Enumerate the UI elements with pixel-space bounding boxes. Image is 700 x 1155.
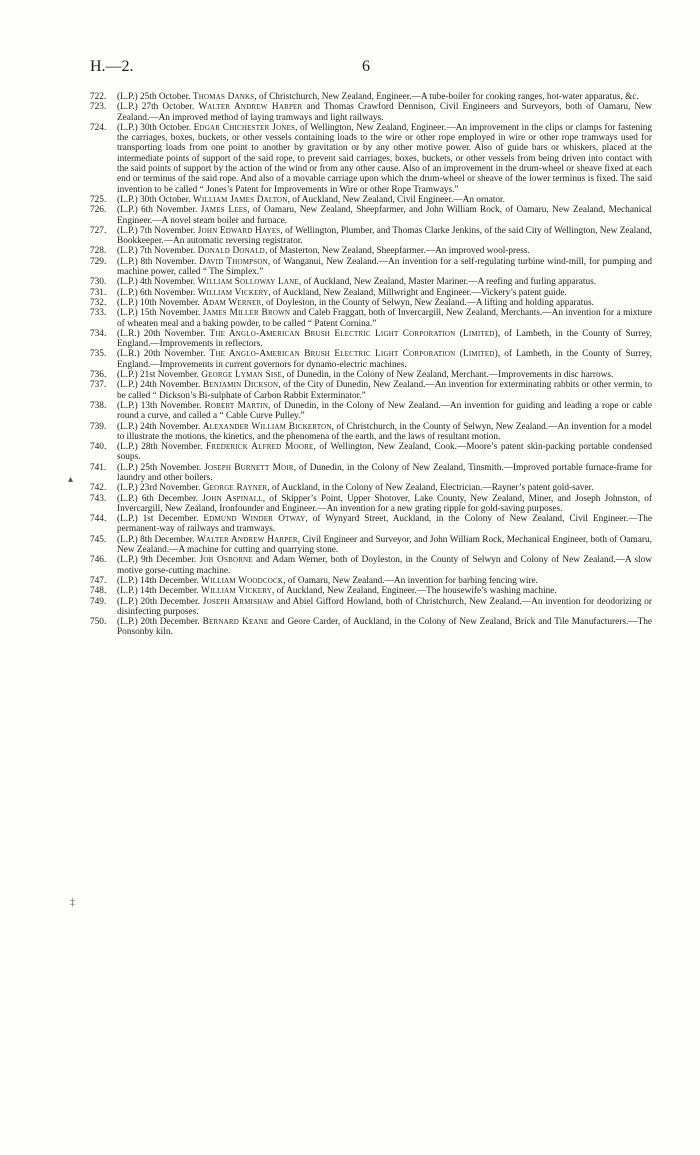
entry-date: (L.P.) 7th November.	[117, 246, 196, 257]
entry-date: (L.P.) 15th November.	[117, 308, 201, 319]
entry-number: 724.	[90, 122, 107, 133]
applicant-name: Joseph Armishaw	[202, 596, 274, 607]
entry-number: 749.	[90, 596, 107, 607]
page-number: 6	[362, 58, 370, 75]
entry-description: , of Auckland, New Zealand, Engineer.—The housewife’s washing machine.	[271, 586, 557, 597]
patent-entry	[90, 277, 652, 287]
entry-number: 748.	[90, 586, 107, 597]
patent-entry	[90, 92, 652, 102]
entry-date: (L.P.) 10th November.	[117, 297, 200, 308]
page-header	[90, 58, 650, 80]
patent-entry	[90, 380, 652, 401]
entry-description: , of Lambeth, in the County of Surrey, England.—Improvements in current governors for dynamo-electric machines.	[117, 349, 652, 370]
applicant-name: David Thompson	[199, 256, 268, 267]
entry-date: (L.P.) 23rd November.	[117, 483, 201, 494]
entry-description: , of Wellington, New Zealand, Engineer.—An improvement in the clips or clamps for fastening the carriages, boxes, buckets, or other vessels containing loads to the wire or other rope employed in wire or other rope tramways used for transporting loads from one point to another by gravitation or by any other motive power. Also of guide bars or whiskers, placed at the intermediate points of support of the said rope, to prevent said carriages, boxes, buckets, or other vessels from being driven into contact with the said points of support by the action of the wind or from any other cause. Also of an improvement in the drum-wheel or sheave fixed at each end or terminus of the said rope. And also of a movable carriage upon which the drum-wheel or sheave of the lower terminus is fixed. The said invention to be called “ Jones’s Patent for Improvements in Wire or other Rope Tramways.”	[117, 122, 652, 195]
patent-entry	[90, 102, 652, 123]
patent-entry	[90, 329, 652, 350]
patent-entry	[90, 226, 652, 247]
patent-entry	[90, 422, 652, 443]
entry-date: (L.R.) 20th November.	[117, 328, 206, 339]
entry-description: and Caleb Fraggatt, both of Invercargill, New Zealand, Merchants.—An invention for a mixture of wheaten meal and a baking powder, to be called “ Patent Cornina.”	[117, 308, 653, 329]
entry-number: 723.	[90, 102, 107, 113]
entry-number: 740.	[90, 442, 107, 453]
entry-description: , of Auckland, in the Colony of New Zealand, Electrician.—Rayner’s patent gold-saver.	[267, 483, 594, 494]
applicant-name: William Vickery	[197, 287, 269, 298]
entry-description: , of Dunedin, in the Colony of New Zealand, Merchant.—Improvements in disc harrows.	[282, 370, 614, 381]
patent-entry	[90, 195, 652, 205]
entry-date: (L.P.) 8th November.	[117, 256, 197, 267]
entry-number: 742.	[90, 483, 107, 494]
patent-entry	[90, 298, 652, 308]
applicant-name: William James Dalton	[192, 194, 288, 205]
entry-description: , of Wellington, Plumber, and Thomas Clarke Jenkins, of the said City of Wellington, New Zealand, Bookkeeper.—An automatic reversing registrator.	[117, 225, 652, 247]
entry-date: (L.P.) 7th November.	[117, 225, 196, 236]
entry-date: (L.P.) 21st November.	[117, 370, 199, 381]
entry-description: , of Oamaru, New Zealand.—An invention for barbing fencing wire.	[283, 575, 538, 586]
entry-description: and Geore Carder, of Auckland, in the Colony of New Zealand, Brick and Tile Manufacturers.—The Ponsonby kiln.	[117, 617, 653, 638]
entry-date: (L.P.) 6th November.	[117, 287, 196, 298]
patent-entry	[90, 463, 652, 484]
entry-date: (L.P.) 28th November.	[117, 442, 203, 453]
applicant-name: Edmund Winder Otway	[203, 514, 306, 525]
entry-date: (L.P.) 6th November.	[117, 205, 198, 216]
entry-description: and Thomas Crawford Dennison, Civil Engineers and Surveyors, both of Oamaru, New Zealand.—An improved method of laying tramways and light railways.	[117, 102, 652, 123]
entry-number: 738.	[90, 400, 107, 411]
entry-number: 737.	[90, 380, 107, 391]
applicant-name: Alexander William Bickerton	[202, 421, 332, 432]
entry-number: 739.	[90, 421, 107, 432]
entry-description: , of Auckland, New Zealand, Civil Engineer.—An ornator.	[287, 194, 505, 205]
entry-date: (L.P.) 20th December.	[117, 596, 200, 607]
entry-date: (L.P.) 20th December.	[117, 617, 200, 628]
entry-description: , of Wanganui, New Zealand.—An invention for a self-regulating turbine wind-mill, for pumping and machine power, called “ The Simplex.”	[117, 256, 652, 278]
applicant-name: James Miller Brown	[202, 308, 291, 319]
entry-description: and Abiel Gifford Howland, both of Christchurch, New Zealand.—An invention for deodorizing or disinfecting purposes.	[117, 596, 653, 617]
patent-entry	[90, 288, 652, 298]
entry-description: , of Lambeth, in the County of Surrey, England.—Improvements in reflectors.	[117, 328, 652, 350]
entry-date: (L.P.) 13th November.	[117, 400, 202, 411]
entry-number: 744.	[90, 514, 107, 525]
entry-date: (L.P.) 8th December.	[117, 534, 195, 545]
margin-mark: ‡	[70, 897, 75, 908]
applicant-name: Job Osborne	[199, 555, 253, 566]
applicant-name: Walter Andrew Harper	[198, 102, 303, 113]
patent-entry	[90, 586, 652, 596]
applicant-name: William Woodcock	[201, 575, 284, 586]
applicant-name: Walter Andrew Harper	[196, 534, 298, 545]
patent-entries-list	[90, 92, 652, 638]
patent-entry	[90, 123, 652, 195]
patent-entry	[90, 349, 652, 370]
applicant-name: William Vickery	[201, 586, 272, 597]
entry-date: (L.P.) 14th December.	[117, 575, 199, 586]
entry-number: 736.	[90, 370, 107, 381]
applicant-name: Adam Werner	[202, 297, 262, 308]
entry-date: (L.P.) 30th October.	[117, 194, 191, 205]
entry-date: (L.P.) 14th December.	[117, 586, 199, 597]
applicant-name: The Anglo-American Brush Electric Light Corporation (Limited)	[209, 349, 498, 360]
entry-number: 729.	[90, 256, 107, 267]
entry-number: 743.	[90, 493, 107, 504]
patent-entry	[90, 257, 652, 278]
entry-date: (L.P.) 25th November.	[117, 462, 202, 473]
applicant-name: Robert Martin	[204, 400, 269, 411]
patent-entry	[90, 370, 652, 380]
entry-number: 728.	[90, 246, 107, 257]
entry-number: 734.	[90, 328, 107, 339]
applicant-name: Edgar Chichester Jones	[193, 122, 296, 133]
patent-entry	[90, 205, 652, 226]
applicant-name: Bernard Keane	[202, 617, 269, 628]
entry-number: 731.	[90, 287, 107, 298]
entry-number: 727.	[90, 225, 107, 236]
applicant-name: Thomas Danks	[192, 92, 255, 102]
entry-number: 741.	[90, 462, 107, 473]
patent-entry	[90, 308, 652, 329]
entry-number: 750.	[90, 617, 107, 628]
applicant-name: Joseph Burnett Moir	[204, 462, 294, 473]
entry-number: 730.	[90, 277, 107, 288]
applicant-name: Frederick Alfred Moore	[206, 442, 314, 453]
patent-entry	[90, 483, 652, 493]
patent-entry	[90, 535, 652, 556]
entry-description: , of Dunedin, in the Colony of New Zealand, Tinsmith.—Improved portable furnace-frame for laundry and other boilers.	[117, 462, 652, 483]
patent-entry	[90, 514, 652, 535]
entry-description: , of Christchurch, New Zealand, Engineer.—A tube-boiler for cooking ranges, hot-water apparatus, &c.	[254, 92, 639, 102]
patent-entry	[90, 555, 652, 576]
patent-entry	[90, 494, 652, 515]
entry-date: (L.P.) 4th November.	[117, 277, 196, 288]
entry-number: 732.	[90, 297, 107, 308]
entry-number: 735.	[90, 349, 107, 360]
entry-date: (L.P.) 1st December.	[117, 514, 199, 525]
entry-number: 725.	[90, 194, 107, 205]
entry-date: (L.P.) 25th October.	[117, 92, 191, 102]
patent-entry	[90, 597, 652, 618]
applicant-name: The Anglo-American Brush Electric Light Corporation (Limited)	[209, 328, 498, 339]
entry-number: 726.	[90, 205, 107, 216]
margin-mark: ▴	[68, 474, 74, 485]
patent-entry	[90, 246, 652, 256]
applicant-name: William Solloway Lane	[197, 277, 299, 288]
entry-number: 745.	[90, 534, 107, 545]
entry-number: 722.	[90, 92, 107, 102]
applicant-name: George Rayner	[202, 483, 268, 494]
entry-number: 733.	[90, 308, 107, 319]
entry-description: , of the City of Dunedin, New Zealand.—An invention for exterminating rabbits or other vermin, to be called “ Dickson’s Bi-sulphate of Carbon Rabbit Exterminator.”	[117, 380, 653, 401]
entry-date: (L.P.) 27th October.	[117, 102, 195, 113]
entry-description: , of Auckland, New Zealand, Master Mariner.—A reefing and furling apparatus.	[298, 277, 597, 288]
entry-date: (L.P.) 30th October.	[117, 122, 192, 133]
entry-date: (L.P.) 24th November.	[117, 421, 201, 432]
applicant-name: George Lyman Sise	[201, 370, 283, 381]
patent-entry	[90, 442, 652, 463]
patent-entry	[90, 576, 652, 586]
series-label: H.—2.	[90, 58, 134, 75]
entry-date: (L.P.) 6th December.	[117, 493, 198, 504]
applicant-name: Benjamin Dickson	[202, 380, 279, 391]
patent-entry	[90, 617, 652, 638]
entry-number: 746.	[90, 555, 107, 566]
patent-entry	[90, 401, 652, 422]
entry-date: (L.P.) 24th November.	[117, 380, 201, 391]
applicant-name: James Lees	[200, 205, 248, 216]
applicant-name: Donald Donald	[197, 246, 265, 257]
applicant-name: John Aspinall	[202, 493, 263, 504]
entry-description: , of Auckland, New Zealand, Millwright and Engineer.—Vickery’s patent guide.	[268, 287, 567, 298]
entry-date: (L.R.) 20th November.	[117, 349, 206, 360]
entry-description: , of Oamaru, New Zealand, Sheepfarmer, and John William Rock, of Oamaru, New Zealand, Mechanical Engineer.—A novel steam boiler and furnace.	[117, 205, 653, 226]
entry-date: (L.P.) 9th December.	[117, 555, 197, 566]
entry-description: , of Wellington, New Zealand, Cook.—Moore’s patent skin-packing portable condensed soups.	[117, 442, 653, 463]
entry-description: , of Skipper’s Point, Upper Shotover, Lake County, New Zealand, Miner, and Joseph Johnston, of Invercargill, New Zealand, Ironfounder and Engineer.—An invention for a new grating ripple for gold-saving purposes.	[117, 493, 652, 514]
entry-description: , of Wynyard Street, Auckland, in the Colony of New Zealand, Civil Engineer.—The permanent-way of railways and tramways.	[117, 514, 653, 535]
entry-description: , of Dunedin, in the Colony of New Zealand.—An invention for guiding and leading a rope or cable round a curve, and called a “ Cable Curve Pulley.”	[117, 400, 653, 422]
entry-description: and Adam Werner, both of Doyleston, in the County of Selwyn and Colony of New Zealand.—A slow motive gorse-cutting machine.	[117, 555, 652, 576]
entry-description: , of Doyleston, in the County of Selwyn, New Zealand.—A lifting and holding apparatus.	[261, 297, 594, 308]
entry-description: , Civil Engineer and Surveyor, and John William Rock, Mechanical Engineer, both of Oamaru, New Zealand.—A machine for cutting and quarrying stone.	[117, 534, 652, 556]
applicant-name: John Edward Hayes	[197, 225, 281, 236]
entry-description: , of Christchurch, in the County of Selwyn, New Zealand.—An invention for a model to illustrate the motions, the kinetics, and the phenomena of the earth, and the laws of resultant motion.	[117, 421, 652, 442]
entry-number: 747.	[90, 575, 107, 586]
entry-description: , of Masterton, New Zealand, Sheepfarmer.—An improved wool-press.	[264, 246, 530, 257]
